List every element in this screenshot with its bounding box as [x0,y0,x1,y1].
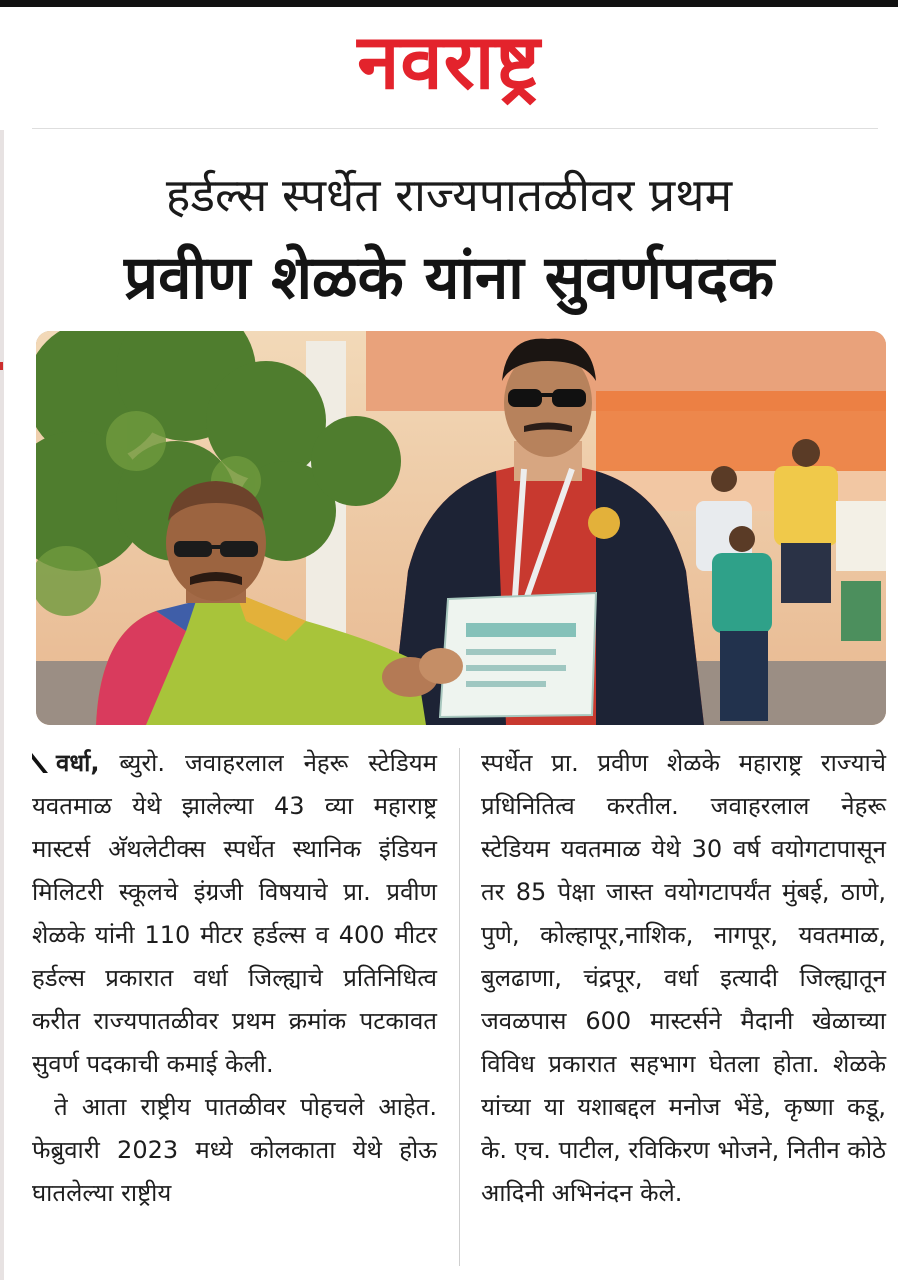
news-photo [36,331,886,725]
paragraph-2-start [32,1086,437,1215]
paragraph-1-text: ब्युरो. जवाहरलाल नेहरू स्टेडियम यवतमाळ येथे झालेल्या 43 व्या महाराष्ट्र मास्टर्स अ‍ॅथलेटीक्स स्पर्धेत स्थानिक इंडियन मिलिटरी स्कूलचे इंग्रजी विषयाचे प्रा. प्रवीण शेळके यांनी 110 मीटर हर्डल्स व 400 मीटर हर्डल्स प्रकारात वर्धा जिल्ह्याचे प्रतिनिधित्व करीत राज्यपातळीवर प्रथम क्रमांक पटकावत सुवर्ण पदकाची कमाई केली. [32,749,437,1078]
masthead-divider [32,128,878,129]
certificate [440,593,596,717]
paragraph-2-continued: स्पर्धेत प्रा. प्रवीण शेळके महाराष्ट्र राज्याचे प्रधिनितित्व करतील. जवाहरलाल नेहरू स्टेडियम यवतमाळ येथे 30 वर्ष वयोगटापासून तर 85 पेक्षा जास्त वयोगटापर्यंत मुंबई, ठाणे, पुणे, कोल्हापूर,नाशिक, नागपूर, यवतमाळ, बुलढाणा, चंद्रपूर, वर्धा इत्यादी जिल्ह्यातून जवळपास 600 मास्टर्सने मैदानी खेळाच्या विविध प्रकारात सहभाग घेतला होता. शेळके यांच्या या यशाबद्दल मनोज भेंडे, कृष्णा कडू, के. एच. पाटील, रविकिरण भोजने, नितीन कोठे आदिनी अभिनंदन केले. [481,749,886,1207]
dateline-marker-icon [32,753,48,773]
edge-mark [0,362,3,370]
headline-kicker: हर्डल्स स्पर्धेत राज्यपातळीवर प्रथम [165,168,733,222]
dateline: वर्धा, [56,749,100,777]
headline-main: प्रवीण शेळके यांना सुवर्णपदक [123,243,775,313]
top-border [0,0,898,7]
paragraph-1 [32,742,437,1086]
article-body [32,742,888,1272]
paragraph-2-start-text: ते आता राष्ट्रीय पातळीवर पोहचले आहेत. फेब्रुवारी 2023 मध्ये कोलकाता येथे होऊ घातलेल्या राष्ट्रीय [32,1093,437,1207]
column-divider [459,748,460,1266]
newspaper-masthead: नवराष्ट्र [357,17,541,106]
article-column-1 [32,742,437,1272]
article-column-2 [481,742,886,1272]
